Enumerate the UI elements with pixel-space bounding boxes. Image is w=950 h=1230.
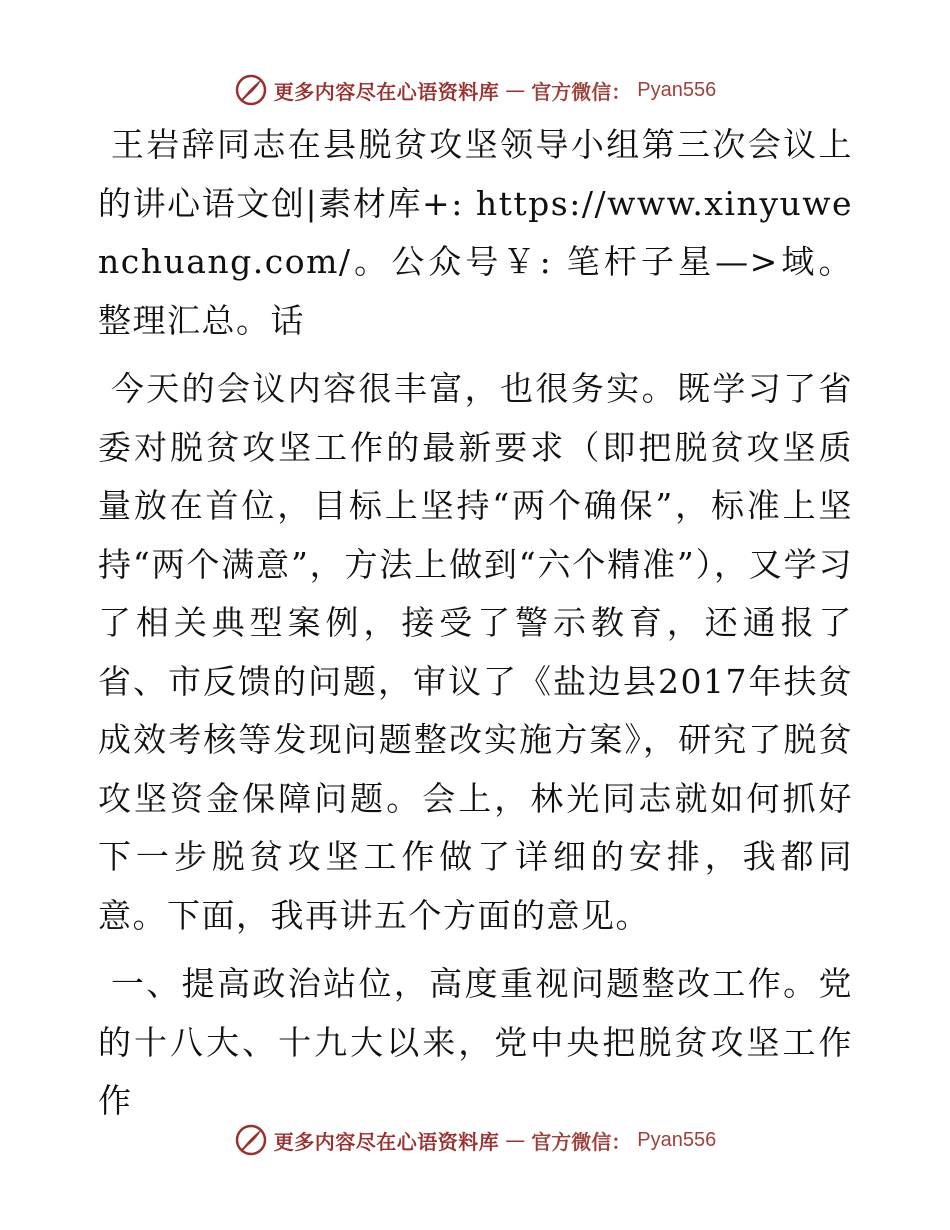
banner-site-text: 更多内容尽在心语资料库 xyxy=(273,79,500,104)
banner-wechat-label: 官方微信： xyxy=(531,79,632,104)
body-paragraph: 今天的会议内容很丰富，也很务实。既学习了省委对脱贫攻坚工作的最新要求（即把脱贫攻坚质量放在首位，目标上坚持“两个确保”，标准上坚持“两个满意”，方法上做到“六个精准”），又学习了相关典型案例，接受了警示教育，还通报了省、市反馈的问题，审议了《盐边县2017年扶贫成效考核等发现问题整改实施方案》，研究了脱贫攻坚资金保障问题。会上，林光同志就如何抓好下一步脱贫攻坚工作做了详细的安排，我都同意。下面，我再讲五个方面的意见。 xyxy=(98,369,853,935)
banner-separator: — xyxy=(505,78,526,102)
document-body xyxy=(98,116,853,1141)
footer-watermark-banner xyxy=(0,1120,950,1160)
banner-site-text: 更多内容尽在心语资料库 xyxy=(273,1129,500,1154)
banner-wechat-label: 官方微信： xyxy=(531,1129,632,1154)
quill-logo-icon xyxy=(234,73,268,107)
banner-wechat-id: Pyan556 xyxy=(637,78,717,101)
header-watermark-banner xyxy=(0,70,950,110)
body-paragraph: 一、提高政治站位，高度重视问题整改工作。党的十八大、十九大以来，党中央把脱贫攻坚工作作 xyxy=(98,964,853,1120)
quill-logo-icon xyxy=(234,1123,268,1157)
banner-separator: — xyxy=(505,1128,526,1152)
title-paragraph: 王岩辞同志在县脱贫攻坚领导小组第三次会议上的讲心语文创|素材库+: https://www.xinyuwenchuang.com/。公众号￥: 笔杆子星—>域。整理汇总。话 xyxy=(98,125,853,340)
banner-wechat-id: Pyan556 xyxy=(637,1128,717,1151)
